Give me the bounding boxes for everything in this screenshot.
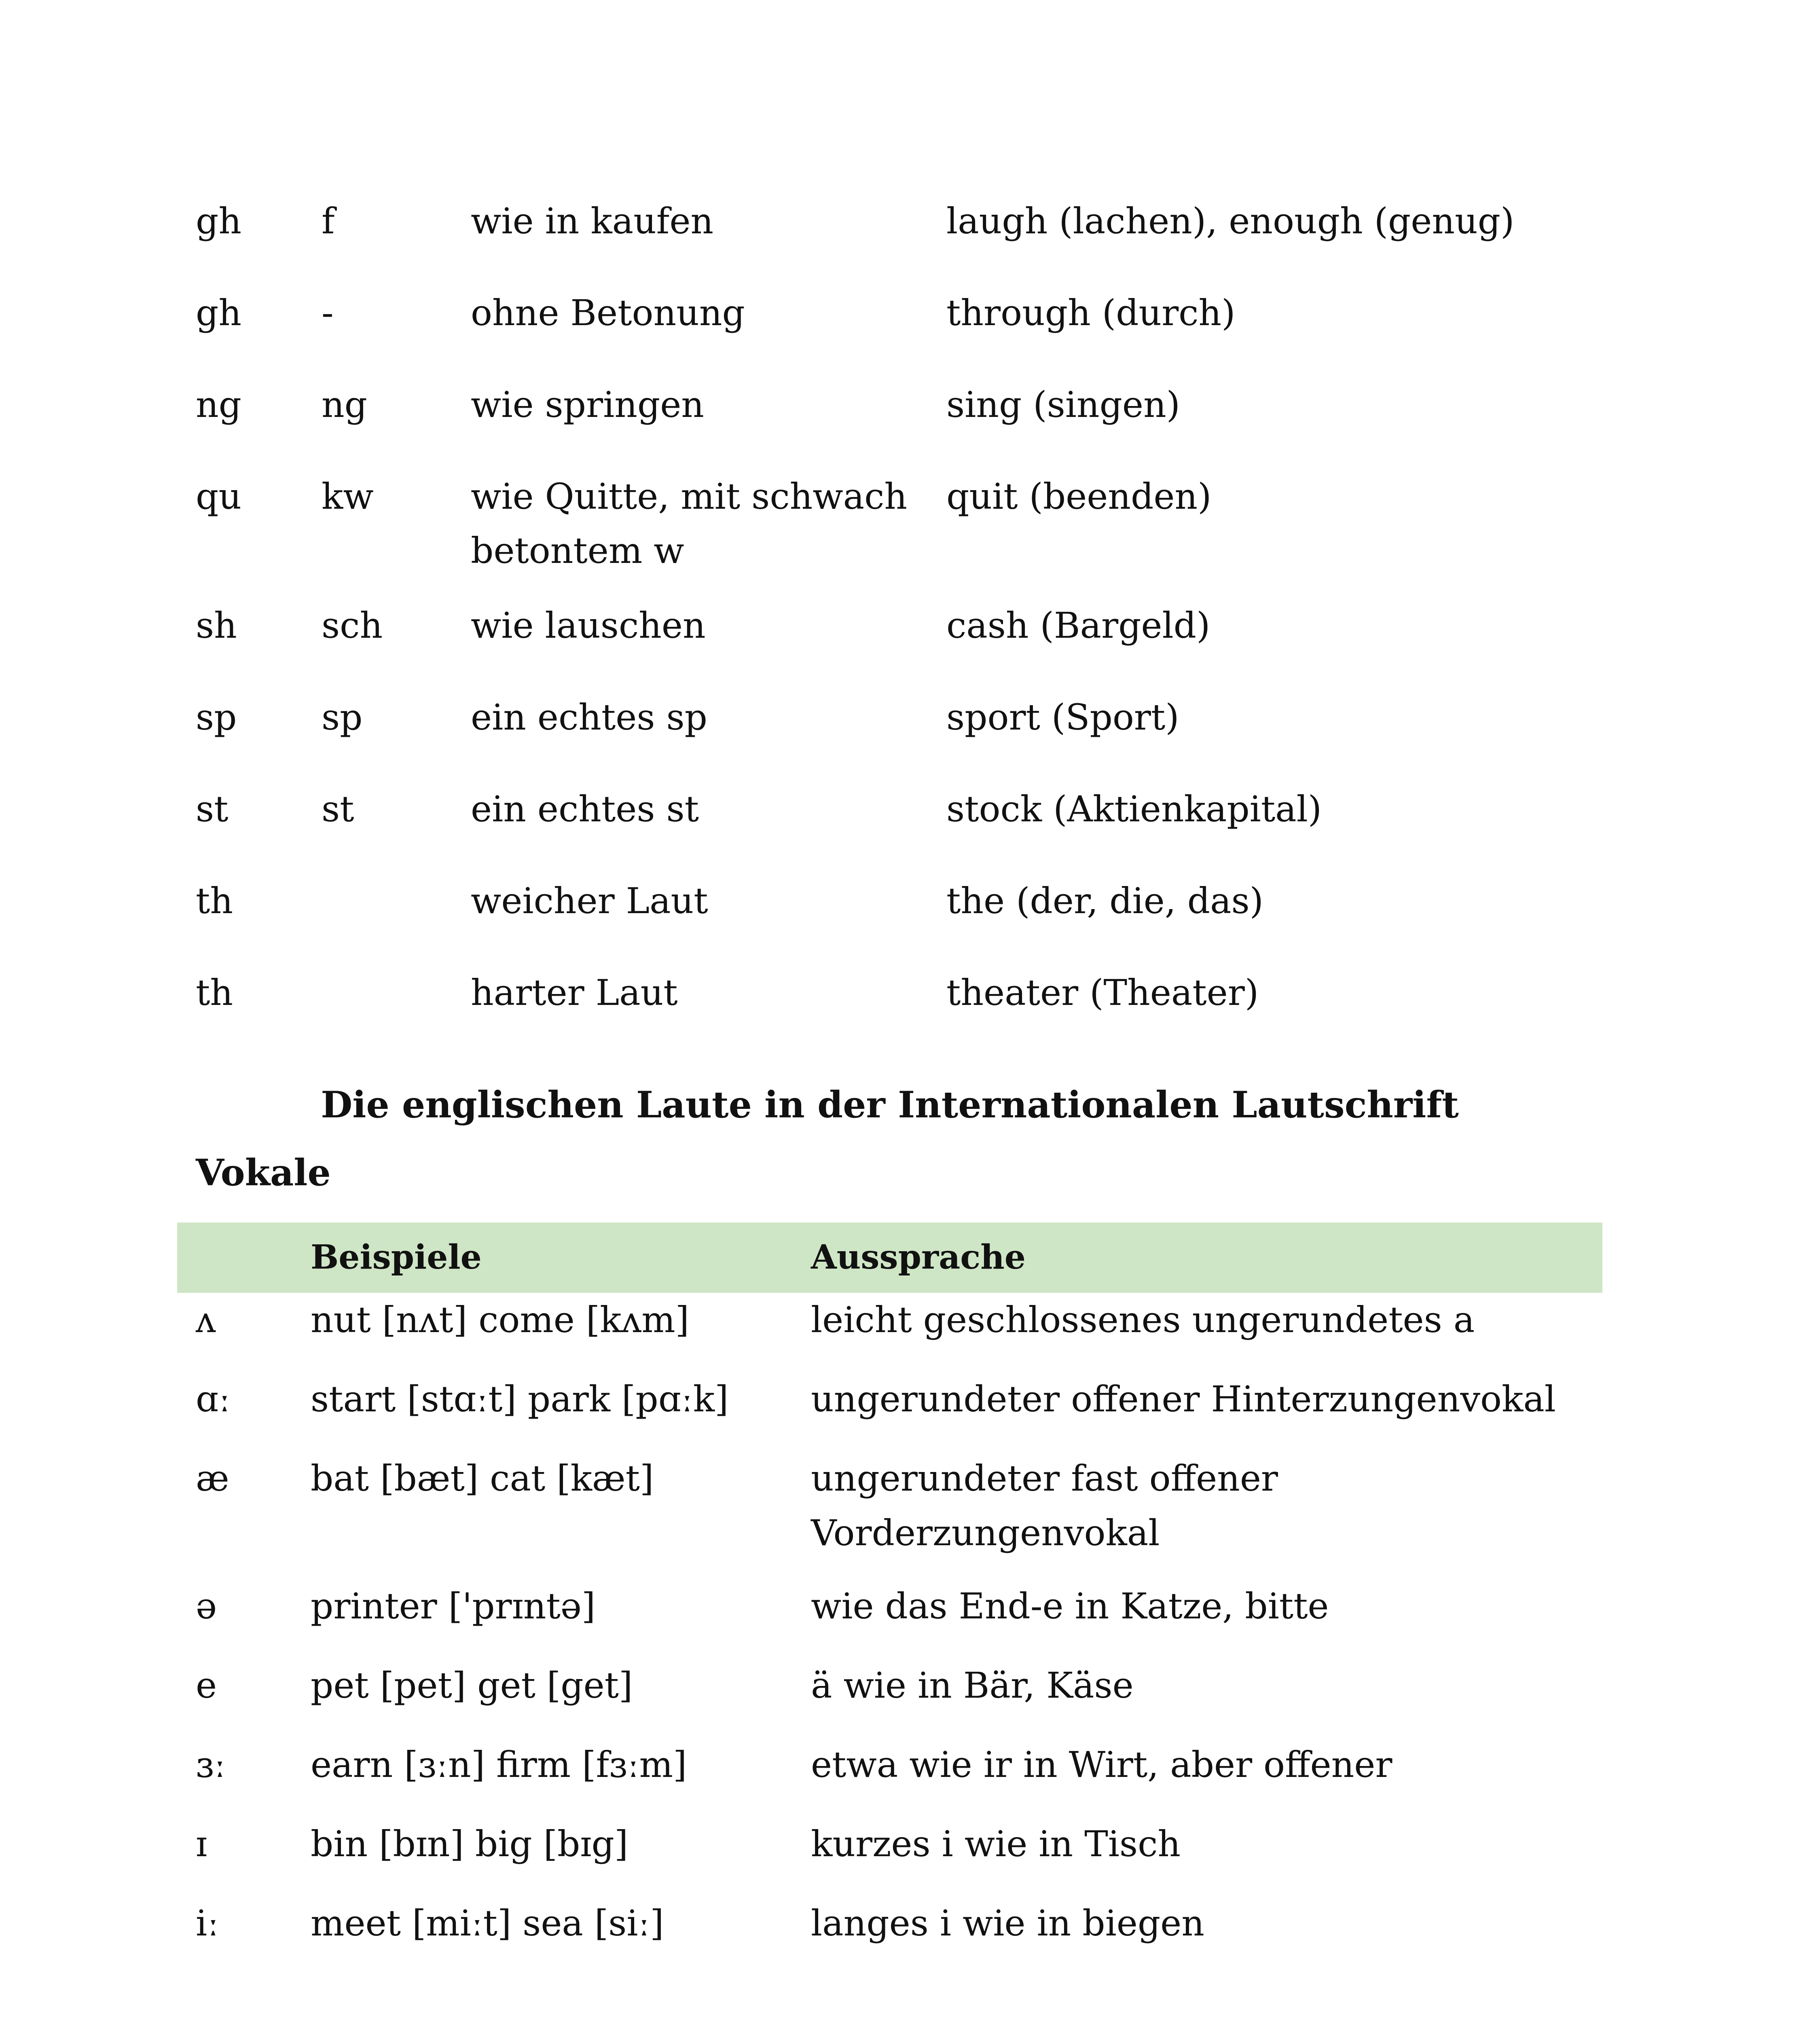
- consonant-sound: ng: [322, 384, 368, 425]
- consonant-letters: th: [196, 972, 233, 1013]
- section-title: Die englischen Laute in der Internationalen Lautschrift: [321, 1083, 1459, 1126]
- consonant-sound: kw: [322, 476, 374, 517]
- vowel-pronunciation: ungerundeter offener Hinterzungenvokal: [811, 1378, 1556, 1420]
- vowel-symbol: e: [196, 1665, 217, 1706]
- header-pronunciation: Aussprache: [811, 1238, 1026, 1277]
- consonant-description: wie lauschen: [471, 605, 706, 646]
- consonant-example: stock (Aktienkapital): [946, 788, 1322, 830]
- vowel-symbol: ɪ: [196, 1823, 207, 1865]
- vowel-symbol: iː: [196, 1902, 219, 1944]
- vowel-symbol: ɑː: [196, 1378, 231, 1420]
- consonant-sound: f: [322, 200, 335, 242]
- consonant-letters: st: [196, 788, 229, 830]
- header-examples: Beispiele: [311, 1238, 482, 1277]
- vowel-table-header: [177, 1223, 1602, 1293]
- consonant-description: ohne Betonung: [471, 292, 745, 334]
- vowel-examples: meet [miːt] sea [siː]: [311, 1902, 664, 1944]
- vowel-symbol: æ: [196, 1457, 229, 1499]
- vowel-pronunciation: ä wie in Bär, Käse: [811, 1665, 1134, 1706]
- consonant-sound: st: [322, 788, 354, 830]
- consonant-sound: -: [322, 292, 334, 334]
- consonant-letters: qu: [196, 476, 242, 517]
- consonant-description: harter Laut: [471, 972, 678, 1013]
- vowel-examples: start [stɑːt] park [pɑːk]: [311, 1378, 729, 1420]
- vowel-pronunciation: ungerundeter fast offener: [811, 1457, 1278, 1499]
- consonant-sound: sp: [322, 696, 363, 738]
- consonant-description: wie springen: [471, 384, 704, 425]
- vowel-symbol: ɜː: [196, 1744, 226, 1785]
- vowel-examples: printer ['prɪntə]: [311, 1585, 596, 1627]
- vowel-pronunciation: kurzes i wie in Tisch: [811, 1823, 1181, 1865]
- consonant-letters: ng: [196, 384, 242, 425]
- vowel-pronunciation-continued: Vorderzungenvokal: [811, 1512, 1160, 1554]
- vowel-examples: bat [bæt] cat [kæt]: [311, 1457, 654, 1499]
- consonant-letters: sh: [196, 605, 237, 646]
- consonant-description: wie in kaufen: [471, 200, 714, 242]
- consonant-letters: gh: [196, 200, 242, 242]
- vowel-pronunciation: langes i wie in biegen: [811, 1902, 1204, 1944]
- vowel-symbol: ə: [196, 1585, 217, 1627]
- consonant-example: cash (Bargeld): [946, 605, 1211, 646]
- section-subtitle: Vokale: [196, 1151, 331, 1194]
- vowel-pronunciation: wie das End-e in Katze, bitte: [811, 1585, 1329, 1627]
- consonant-example: sing (singen): [946, 384, 1181, 425]
- consonant-description: wie Quitte, mit schwach: [471, 476, 908, 517]
- consonant-description-continued: betontem w: [471, 530, 684, 571]
- consonant-description: ein echtes st: [471, 788, 699, 830]
- vowel-examples: pet [pet] get [get]: [311, 1665, 633, 1706]
- vowel-examples: nut [nʌt] come [kʌm]: [311, 1299, 689, 1341]
- consonant-description: ein echtes sp: [471, 696, 707, 738]
- consonant-example: the (der, die, das): [946, 880, 1263, 922]
- vowel-examples: earn [ɜːn] firm [fɜːm]: [311, 1744, 687, 1785]
- consonant-sound: sch: [322, 605, 383, 646]
- consonant-example: laugh (lachen), enough (genug): [946, 200, 1515, 242]
- consonant-example: through (durch): [946, 292, 1236, 334]
- vowel-examples: bin [bɪn] big [bɪg]: [311, 1823, 629, 1865]
- consonant-letters: sp: [196, 696, 237, 738]
- consonant-letters: gh: [196, 292, 242, 334]
- vowel-pronunciation: leicht geschlossenes ungerundetes a: [811, 1299, 1475, 1341]
- consonant-example: sport (Sport): [946, 696, 1179, 738]
- vowel-pronunciation: etwa wie ir in Wirt, aber offener: [811, 1744, 1393, 1785]
- consonant-letters: th: [196, 880, 233, 922]
- consonant-description: weicher Laut: [471, 880, 708, 922]
- consonant-example: quit (beenden): [946, 476, 1212, 517]
- vowel-symbol: ʌ: [196, 1299, 216, 1341]
- consonant-example: theater (Theater): [946, 972, 1259, 1013]
